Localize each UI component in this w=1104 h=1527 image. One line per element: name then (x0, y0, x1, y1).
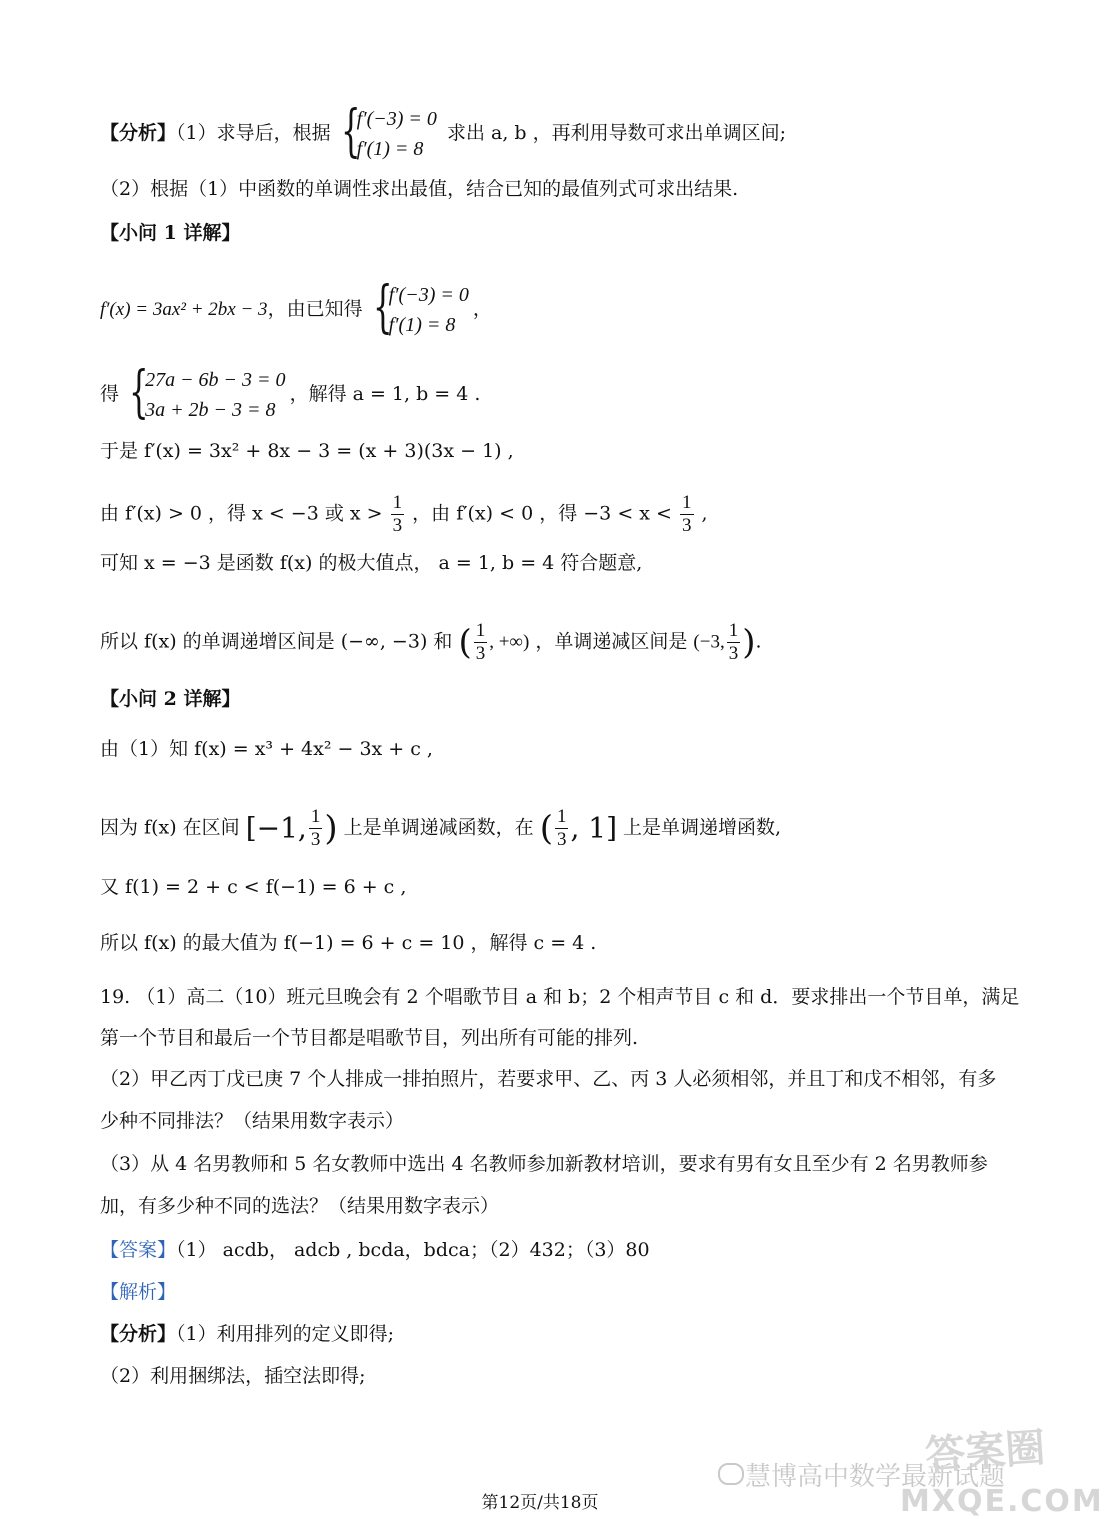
denominator: 3 (728, 643, 739, 664)
bracket: ) (324, 808, 338, 849)
solution-line: 又 f(1) = 2 + c < f(−1) = 6 + c , (100, 876, 407, 898)
watermark-text: 慧博高中数学最新试题 (745, 1462, 1006, 1492)
analysis-line-4: （2）利用捆绑法，插空法即得; (100, 1365, 366, 1387)
text: ， (472, 298, 492, 320)
analysis-line-2: （2）根据（1）中函数的单调性求出最值，结合已知的最值列式可求出结果. (100, 178, 739, 200)
fraction (391, 492, 405, 537)
equation-row: 27a − 6b − 3 = 0 (145, 369, 286, 391)
subquestion-1-title: 【小问 1 详解】 (100, 222, 241, 244)
numerator: 1 (556, 806, 567, 827)
solution-line: 由（1）知 f(x) = x³ + 4x² − 3x + c , (100, 738, 433, 760)
bracket: ( (539, 808, 553, 849)
analysis-text: （1）求导后，根据 (176, 122, 331, 144)
numerator: 1 (310, 806, 321, 827)
text: 得 (100, 383, 120, 405)
text: 上是单调递减函数，在 (343, 816, 534, 839)
equation-system: { f′(−3) = 0 f′(1) = 8 (372, 275, 469, 340)
analysis-tag: 【分析】 (100, 122, 177, 144)
text: 上是单调递增函数, (623, 816, 782, 839)
solution-line (100, 275, 492, 340)
answer-tag: 【答案】 (100, 1239, 177, 1261)
answer-line (100, 1237, 650, 1263)
solution-line (100, 360, 481, 425)
question-19-line: 第一个节目和最后一个节目都是唱歌节目，列出所有可能的排列. (100, 1027, 639, 1049)
formula: f′(x) = 3ax² + 2bx − 3 (100, 299, 268, 320)
solution-tag: 【解析】 (100, 1281, 177, 1303)
denominator: 3 (310, 829, 321, 850)
numerator: 1 (682, 492, 692, 513)
subquestion-2-title: 【小问 2 详解】 (100, 688, 241, 710)
text: ，解得 a = 1, b = 4 . (289, 383, 481, 405)
question-19-line: （3）从 4 名男教师和 5 名女教师中选出 4 名教师参加新教材培训，要求有男有女且至少有 2 名男教师参 (100, 1153, 988, 1175)
page-footer: 第12页/共18页 (481, 1493, 599, 1513)
solution-line: 可知 x = −3 是函数 f(x) 的极大值点， a = 1, b = 4 符合题意, (100, 552, 643, 574)
analysis-line-3 (100, 1321, 394, 1347)
text: ，由已知得 (267, 298, 363, 320)
equation-row: f′(−3) = 0 (388, 284, 469, 306)
equation-row: f′(−3) = 0 (356, 108, 437, 130)
text: 因为 f(x) 在区间 (100, 816, 240, 839)
solution-line (100, 806, 781, 851)
answer-text: （1） acdb， adcb , bcda，bdca；（2）432；（3）80 (176, 1239, 650, 1261)
interval-end: , +∞) (489, 631, 530, 653)
solution-line: 于是 f′(x) = 3x² + 8x − 3 = (x + 3)(3x − 1) , (100, 440, 514, 462)
fraction (555, 806, 569, 851)
numerator: 1 (728, 620, 739, 641)
watermark-brand: 答案圈 (923, 1424, 1047, 1480)
interval-start: (−3, (693, 631, 725, 653)
analysis-line-1 (100, 99, 787, 164)
equation-row: 3a + 2b − 3 = 8 (145, 399, 276, 421)
equation-row: f′(1) = 8 (388, 314, 456, 336)
denominator: 3 (475, 643, 486, 664)
text: ，由 f′(x) < 0 ，得 −3 < x < (412, 502, 672, 525)
fraction (727, 620, 741, 665)
question-19-line: 19. （1）高二（10）班元旦晚会有 2 个唱歌节目 a 和 b；2 个相声节目 c 和 d．要求排出一个节目单，满足 (100, 986, 1020, 1008)
question-19-line: 加，有多少种不同的选法？（结果用数字表示） (100, 1195, 500, 1217)
bracket: ) (742, 622, 756, 663)
text: ，单调递减区间是 (535, 630, 688, 653)
solution-line: 所以 f(x) 的最大值为 f(−1) = 6 + c = 10 ，解得 c = 4 . (100, 932, 597, 954)
equation-row: f′(1) = 8 (356, 138, 424, 160)
question-19-line: 少种不同排法？（结果用数字表示） (100, 1110, 405, 1132)
analysis-text: （1）利用排列的定义即得; (176, 1323, 395, 1345)
solution-line (100, 620, 762, 665)
numerator: 1 (475, 620, 486, 641)
solution-line (100, 492, 708, 537)
denominator: 3 (682, 515, 692, 536)
question-19-line: （2）甲乙丙丁戊已庚 7 个人排成一排拍照片，若要求甲、乙、丙 3 人必须相邻，并且丁和戊不相邻，有多 (100, 1068, 997, 1090)
watermark-site: MXQE.COM (900, 1484, 1104, 1519)
numerator: 1 (392, 492, 403, 513)
bracket: ( (458, 622, 472, 663)
bracket: [−1, (245, 811, 307, 845)
wechat-icon (718, 1463, 744, 1485)
equation-system: { f′(−3) = 0 f′(1) = 8 (340, 99, 437, 164)
text: , (701, 502, 708, 525)
analysis-text: 求出 a, b ，再利用导数可求出单调区间; (446, 122, 787, 144)
denominator: 3 (392, 515, 403, 536)
equation-system: { 27a − 6b − 3 = 0 3a + 2b − 3 = 8 (129, 360, 286, 425)
denominator: 3 (556, 829, 567, 850)
fraction (309, 806, 323, 851)
bracket: , 1] (570, 811, 617, 845)
fraction (474, 620, 488, 665)
text: 所以 f(x) 的单调递增区间是 (−∞, −3) 和 (100, 630, 453, 653)
fraction (680, 492, 694, 537)
analysis-tag: 【分析】 (100, 1323, 177, 1345)
text: 由 f′(x) > 0 ，得 x < −3 或 x > (100, 502, 383, 525)
text: . (755, 630, 762, 653)
